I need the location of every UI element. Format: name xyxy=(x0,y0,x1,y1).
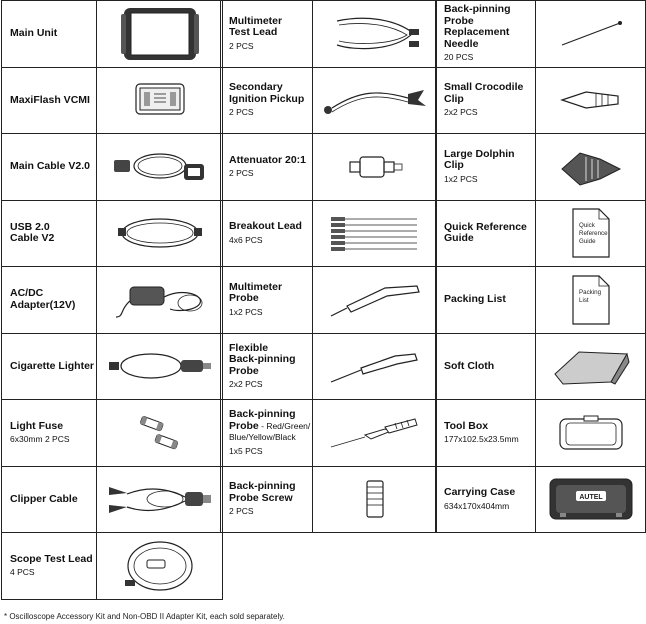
crocodile-clip-icon xyxy=(536,68,645,134)
item-quantity: 2 PCS xyxy=(229,168,254,178)
item-label-cell xyxy=(436,400,536,466)
item-name: Breakout Lead xyxy=(229,220,302,232)
quick-reference-guide-icon xyxy=(536,201,645,267)
item-label-cell xyxy=(2,267,97,333)
column-3 xyxy=(435,0,646,533)
item-row xyxy=(436,68,645,135)
item-label-cell xyxy=(2,400,97,466)
item-label-cell xyxy=(221,467,313,533)
item-name: Back-pinning Probe - Red/Green/ Blue/Yellow/Black xyxy=(229,408,311,442)
breakout-lead-icon xyxy=(313,201,436,267)
item-quantity: 4x6 PCS xyxy=(229,234,263,245)
ignition-pickup-icon xyxy=(313,68,436,134)
item-name: Main Cable V2.0 xyxy=(10,160,90,172)
item-label-cell xyxy=(2,467,97,533)
probe-screw-icon xyxy=(313,467,436,533)
document-cover-text: Packing List xyxy=(578,288,601,304)
item-row xyxy=(436,1,645,68)
item-name: Small Crocodile Clip xyxy=(444,81,524,105)
item-name: Light Fuse xyxy=(10,419,64,432)
item-name: Tool Box xyxy=(444,419,489,432)
item-name: USB 2.0 Cable V2 xyxy=(10,220,55,245)
item-quantity: 1x2 PCS xyxy=(229,306,263,317)
tablet-icon xyxy=(97,1,222,67)
usb-cable-icon xyxy=(97,201,222,267)
item-row xyxy=(2,334,222,401)
item-quantity: 20 PCS xyxy=(444,52,474,63)
item-name: Clipper Cable xyxy=(10,492,78,505)
item-row xyxy=(221,467,436,534)
test-lead-icon xyxy=(313,1,436,67)
item-name: Scope Test Lead xyxy=(10,552,93,565)
item-label-cell xyxy=(221,1,313,67)
item-name: Cigarette Lighter xyxy=(10,359,95,372)
power-adapter-icon xyxy=(97,267,222,333)
item-quantity: 177x102.5x23.5mm xyxy=(444,434,519,444)
item-row xyxy=(436,334,645,401)
item-label-cell xyxy=(2,533,97,599)
carrying-case-icon xyxy=(536,467,645,533)
column-1 xyxy=(1,0,223,600)
item-row xyxy=(2,400,222,467)
item-quantity: 2x2 PCS xyxy=(229,379,263,389)
column-2 xyxy=(220,0,437,533)
item-name: MaxiFlash VCMI xyxy=(10,93,90,106)
item-name: Multimeter Probe xyxy=(229,280,283,305)
soft-cloth-icon xyxy=(536,334,645,400)
item-row xyxy=(221,400,436,467)
item-name: Flexible Back-pinning Probe xyxy=(229,341,296,377)
item-name: Main Unit xyxy=(10,27,58,39)
item-quantity: 6x30mm 2 PCS xyxy=(10,434,70,444)
item-label-cell xyxy=(436,201,536,267)
item-quantity: 2 PCS xyxy=(229,107,254,118)
item-name: Back-pinning Probe Screw xyxy=(229,480,296,504)
item-row xyxy=(436,134,645,201)
item-row xyxy=(2,267,222,334)
packing-list-icon xyxy=(536,267,645,333)
item-row xyxy=(436,400,645,467)
vcmi-box-icon xyxy=(97,68,222,134)
footnote: * Oscilloscope Accessory Kit and Non-OBD II Adapter Kit, each sold separately. xyxy=(4,612,285,621)
item-label-cell xyxy=(436,334,536,400)
item-label-cell xyxy=(221,68,313,134)
scope-lead-icon xyxy=(97,533,222,599)
item-quantity: 2x2 PCS xyxy=(444,107,478,118)
item-row xyxy=(221,1,436,68)
item-name: Secondary Ignition Pickup xyxy=(229,81,305,105)
item-name: Back-pinning Probe Replacement Needle xyxy=(444,3,511,50)
item-name: Multimeter Test Lead xyxy=(229,14,283,39)
item-name: Packing List xyxy=(444,293,506,305)
item-quantity: 2 PCS xyxy=(229,506,254,517)
item-quantity: 4 PCS xyxy=(10,567,35,577)
tool-box-icon xyxy=(536,400,645,466)
item-row xyxy=(2,1,222,68)
item-row xyxy=(436,201,645,268)
item-name: Large Dolphin Clip xyxy=(444,147,515,172)
item-row xyxy=(221,68,436,135)
item-label-cell xyxy=(436,68,536,134)
multimeter-probe-icon xyxy=(313,267,436,333)
item-label-cell xyxy=(2,68,97,134)
item-name: AC/DC Adapter(12V) xyxy=(10,287,76,311)
item-row xyxy=(2,134,222,201)
item-row xyxy=(436,267,645,334)
item-name-suffix: - Red/Green/ Blue/Yellow/Black xyxy=(229,420,311,442)
item-quantity: 1x5 PCS xyxy=(229,445,263,456)
item-row xyxy=(221,334,436,401)
item-label-cell xyxy=(2,334,97,400)
item-quantity: 634x170x404mm xyxy=(444,500,510,511)
clipper-cable-icon xyxy=(97,467,222,533)
attenuator-icon xyxy=(313,134,436,200)
item-quantity: 1x2 PCS xyxy=(444,173,478,184)
item-row xyxy=(2,201,222,268)
item-row xyxy=(2,68,222,135)
item-label-cell xyxy=(221,334,313,400)
item-row xyxy=(221,201,436,268)
document-cover-text: Quick Reference Guide xyxy=(578,222,608,246)
needle-icon xyxy=(536,1,645,67)
item-name: Soft Cloth xyxy=(444,359,495,372)
item-label-cell xyxy=(436,467,536,533)
item-name: Quick Reference Guide xyxy=(444,220,527,245)
flexible-probe-icon xyxy=(313,334,436,400)
item-quantity: 2 PCS xyxy=(229,40,254,51)
item-label-cell xyxy=(2,1,97,67)
item-label-cell xyxy=(221,267,313,333)
item-row xyxy=(2,467,222,534)
item-label-cell xyxy=(2,134,97,200)
item-row xyxy=(221,134,436,201)
item-label-cell xyxy=(436,1,536,67)
item-label-cell xyxy=(221,134,313,200)
item-label-cell xyxy=(221,201,313,267)
item-name: Attenuator 20:1 xyxy=(229,153,307,166)
obd-cable-icon xyxy=(97,134,222,200)
carrying-case-brand: AUTEL xyxy=(578,494,603,502)
dolphin-clip-icon xyxy=(536,134,645,200)
cigarette-lighter-icon xyxy=(97,334,222,400)
item-label-cell xyxy=(221,400,313,466)
item-name: Carrying Case xyxy=(444,486,516,498)
item-label-cell xyxy=(436,267,536,333)
fuse-icon xyxy=(97,400,222,466)
item-label-cell xyxy=(2,201,97,267)
item-row xyxy=(221,267,436,334)
item-row xyxy=(2,533,222,600)
backpin-probe-icon xyxy=(313,400,436,466)
item-label-cell xyxy=(436,134,536,200)
item-row xyxy=(436,467,645,534)
